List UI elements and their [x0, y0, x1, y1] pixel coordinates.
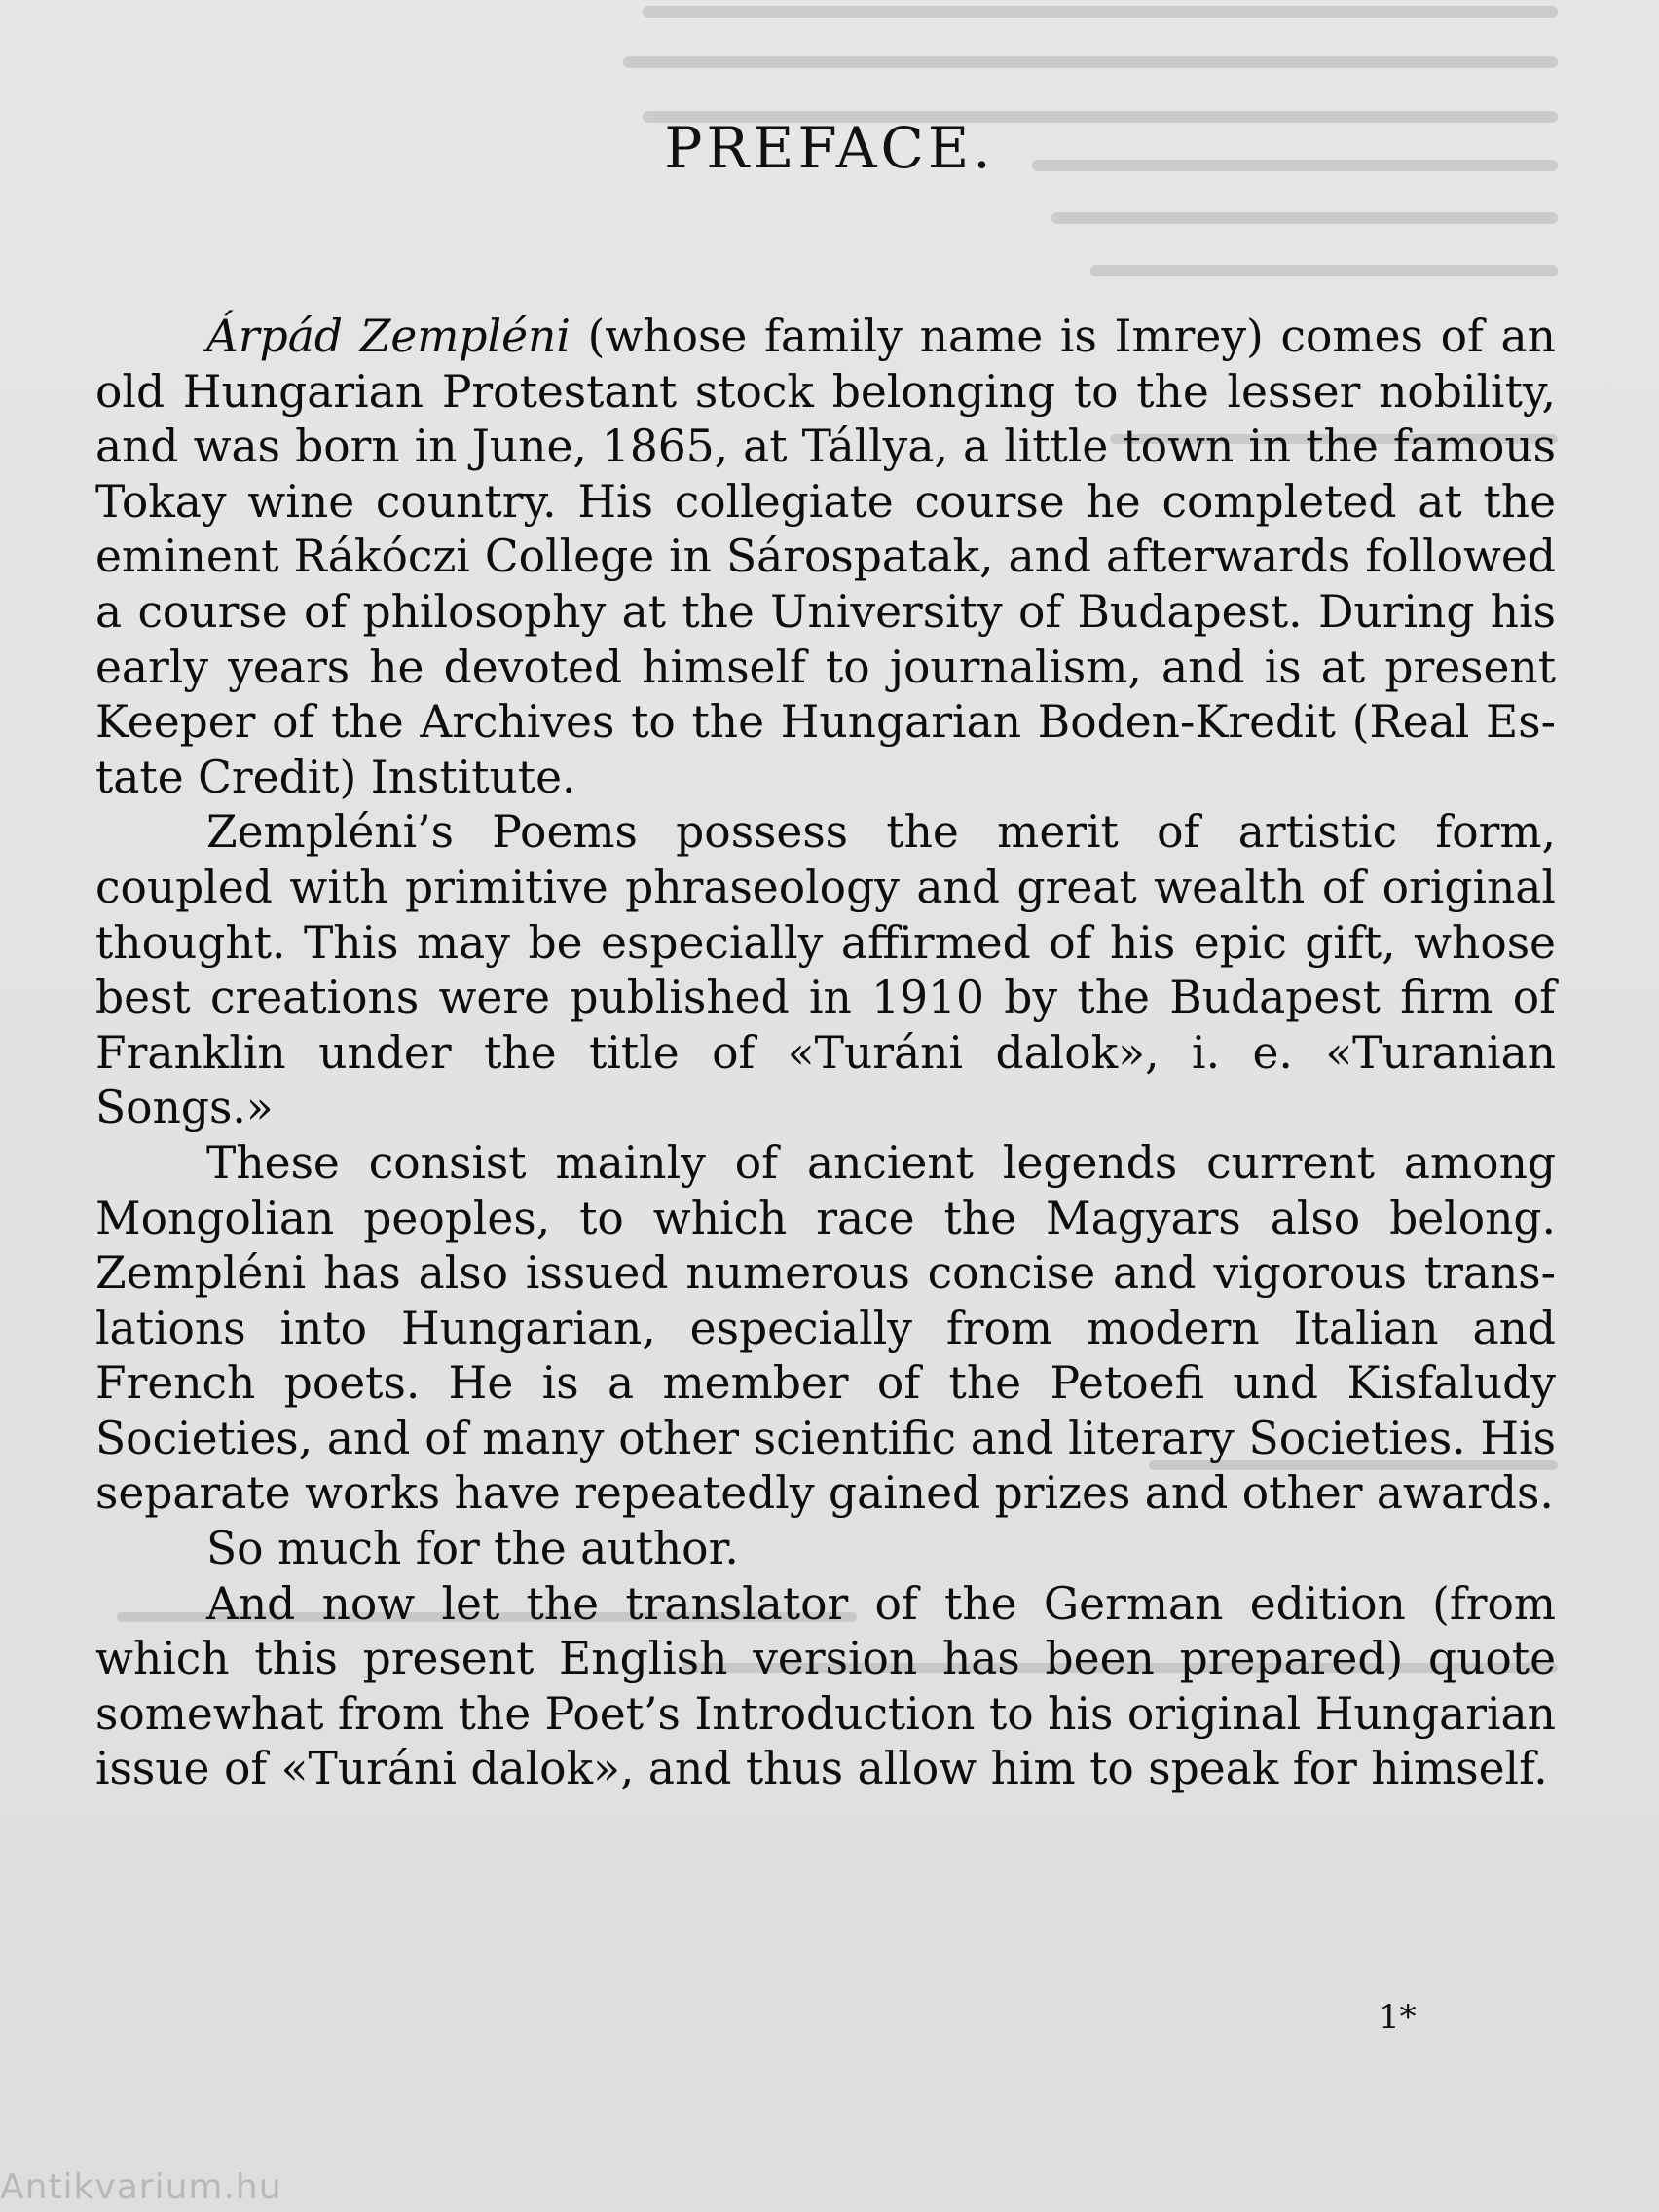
paragraph-2: Zempléni’s Poems possess the merit of artistic form, coupled with primitive phraseology and great wealth of original thought. This may be especially affirmed of his epic gift, whose best creations were published in 1910 by the Budapest firm of Franklin under the title of «Turáni dalok», i. e. «Turanian Songs.» — [95, 806, 1556, 1134]
paragraph-1-text: (whose family name is Imrey) comes of an old Hungarian Protestant stock belonging to the lesser nobility, and was born in June, 1865, at Tállya, a little town in the famous Tokay wine country. His collegiate course he completed at the eminent Rákóczi College in Sárospatak, and afterwards followed a course of philosophy at the University of Budapest. During his early years he devoted himself to journalism, and is at present Keeper of the Archives to the Hungarian Boden-Kredit (Real Estate Credit) Institute. — [95, 311, 1556, 803]
watermark: Antikvarium.hu — [0, 2167, 282, 2207]
paragraph-3: These consist mainly of ancient legends current among Mongolian peoples, to which race the Magyars also belong. Zempléni has also issued numerous concise and vigorous translations into Hungarian, especially from modern Italian and French poets. He is a member of the Petoefi und Kisfaludy Societies, and of many other scientific and literary Societies. His separate works have repeatedly gained prizes and other awards. — [95, 1136, 1556, 1520]
paragraph-1 — [95, 310, 1556, 805]
paragraph-5: And now let the translator of the German edition (from which this present English version has been prepared) quote somewhat from the Poet’s Introduction to his original Hungarian issue of «Turáni dalok», and thus allow him to speak for himself. — [95, 1577, 1556, 1795]
paragraph-4: So much for the author. — [206, 1523, 739, 1575]
page-number: 1* — [1379, 1998, 1417, 2037]
page-title: PREFACE. — [664, 115, 995, 181]
body-text — [95, 310, 1556, 1797]
author-name: Árpád Zempléni — [206, 311, 571, 362]
